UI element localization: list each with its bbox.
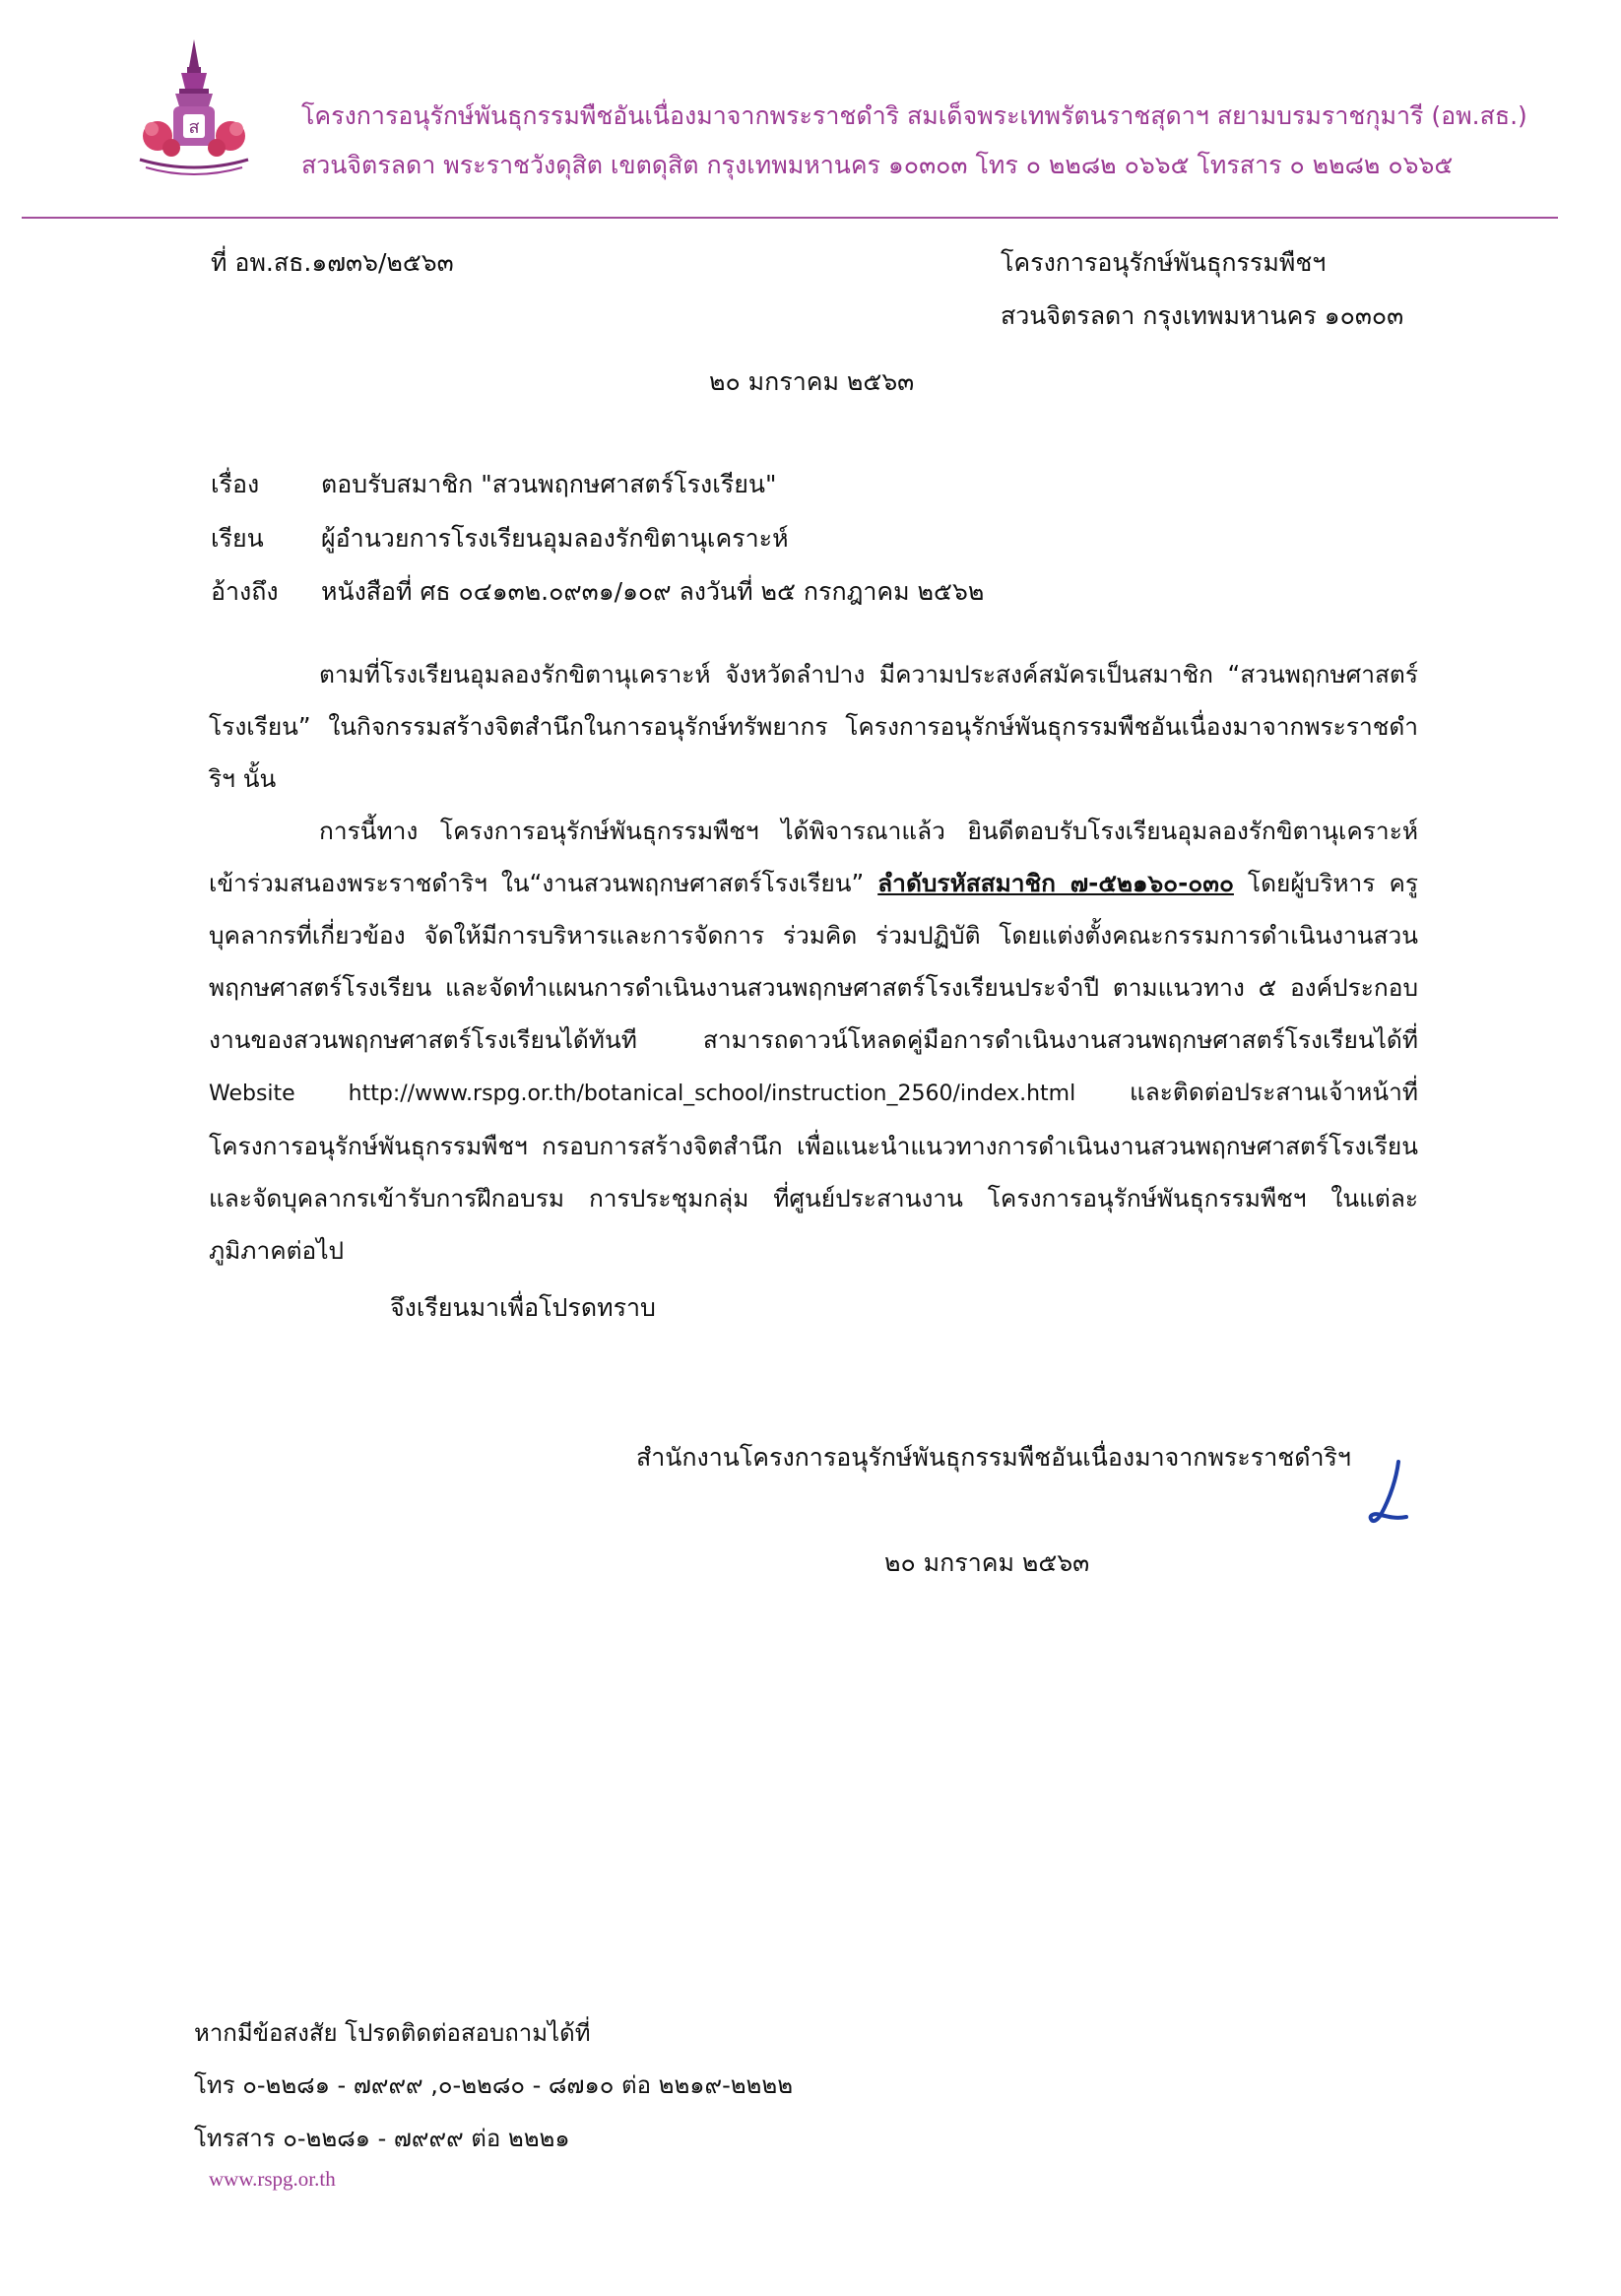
sender-org: โครงการอนุรักษ์พันธุกรรมพืชฯ xyxy=(1001,248,1327,277)
closing-text: จึงเรียนมาเพื่อโปรดทราบ xyxy=(390,1293,656,1322)
signature-icon xyxy=(1351,1458,1412,1537)
inquiry-text: หากมีข้อสงสัย โปรดติดต่อสอบถามได้ที่ xyxy=(194,2019,591,2047)
signing-office: สำนักงานโครงการอนุรักษ์พันธุกรรมพืชอันเนื่องมาจากพระราชดำริฯ xyxy=(636,1443,1351,1472)
body-paragraph-2-part-a: การนี้ทาง โครงการอนุรักษ์พันธุกรรมพืชฯ ได้พิจารณาแล้ว ยินดีตอบรับโรงเรียนอุมลองรักขิตานุเคราะห์ เข้าร่วมสนองพระราชดำริฯ ใน“งานสวนพฤกษศาสตร์โรงเรียน” xyxy=(209,817,1418,897)
recipient-label: เรียน xyxy=(211,524,264,553)
letterhead-title: โครงการอนุรักษ์พันธุกรรมพืชอันเนื่องมาจากพระราชดำริ สมเด็จพระเทพรัตนราชสุดาฯ สยามบรมราชกุมารี (อพ.สธ.) xyxy=(301,101,1527,130)
contact-phone: โทร ๐-๒๒๘๑ - ๗๙๙๙ ,๐-๒๒๘๐ - ๘๗๑๐ ต่อ ๒๒๑๙-๒๒๒๒ xyxy=(194,2071,794,2099)
letterhead xyxy=(0,0,1621,227)
reference-label: อ้างถึง xyxy=(211,577,279,606)
website-link[interactable]: www.rspg.or.th xyxy=(209,2167,336,2191)
subject-value: ตอบรับสมาชิก "สวนพฤกษศาสตร์โรงเรียน" xyxy=(321,470,777,498)
member-code: ลำดับรหัสสมาชิก ๗-๕๒๑๖๐-๐๓๐ xyxy=(877,869,1234,897)
body-paragraph-2-part-c: และติดต่อประสานเจ้าหน้าที่ โครงการอนุรักษ์พันธุกรรมพืชฯ กรอบการสร้างจิตสำนึก เพื่อแนะนำแนวทางการดำเนินงานสวนพฤกษศาสตร์โรงเรียน และจัดบุคลากรเข้ารับการฝึกอบรม การประชุมกลุ่ม ที่ศูนย์ประสานงาน โครงการอนุรักษ์พันธุกรรมพืชฯ ในแต่ละภูมิภาคต่อไป xyxy=(209,1078,1418,1265)
signing-date: ๒๐ มกราคม ๒๕๖๓ xyxy=(884,1548,1090,1577)
royal-crest-icon xyxy=(132,37,256,177)
svg-text:ส: ส xyxy=(188,117,200,138)
subject-label: เรื่อง xyxy=(211,470,260,498)
body-paragraph-2 xyxy=(209,805,1418,1277)
letterhead-divider xyxy=(22,217,1558,219)
body-paragraph-1: ตามที่โรงเรียนอุมลองรักขิตานุเคราะห์ จังหวัดลำปาง มีความประสงค์สมัครเป็นสมาชิก “สวนพฤกษศาสตร์โรงเรียน” ในกิจกรรมสร้างจิตสำนึกในการอนุรักษ์ทรัพยากร โครงการอนุรักษ์พันธุกรรมพืชอันเนื่องมาจากพระราชดำริฯ นั้น xyxy=(209,660,1418,793)
sender-address: สวนจิตรลดา กรุงเทพมหานคร ๑๐๓๐๓ xyxy=(1001,301,1404,330)
body-paragraph-2-part-b: โดยผู้บริหาร ครู บุคลากรที่เกี่ยวข้อง จัดให้มีการบริหารและการจัดการ ร่วมคิด ร่วมปฏิบัติ โดยแต่งตั้งคณะกรรมการดำเนินงานสวนพฤกษศาสตร์โรงเรียน และจัดทำแผนการดำเนินงานสวนพฤกษศาสตร์โรงเรียนประจำปี ตามแนวทาง ๕ องค์ประกอบงานของสวนพฤกษศาสตร์โรงเรียนได้ทันที สามารถดาวน์โหลดคู่มือการดำเนินงานสวนพฤกษศาสตร์โรงเรียนได้ที่ xyxy=(209,869,1419,1054)
recipient-value: ผู้อำนวยการโรงเรียนอุมลองรักขิตานุเคราะห์ xyxy=(321,524,789,553)
letter-date: ๒๐ มกราคม ๒๕๖๓ xyxy=(709,367,915,396)
reference-number: ที่ อพ.สธ.๑๗๓๖/๒๕๖๓ xyxy=(211,248,454,277)
reference-value: หนังสือที่ ศธ ๐๔๑๓๒.๐๙๓๑/๑๐๙ ลงวันที่ ๒๕ กรกฎาคม ๒๕๖๒ xyxy=(321,577,985,606)
manual-url: Website http://www.rspg.or.th/botanical_school/instruction_2560/index.html xyxy=(209,1082,1076,1106)
letterhead-address: สวนจิตรลดา พระราชวังดุสิต เขตดุสิต กรุงเทพมหานคร ๑๐๓๐๓ โทร ๐ ๒๒๘๒ ๐๖๖๕ โทรสาร ๐ ๒๒๘๒ ๐๖๖๕ xyxy=(301,151,1454,179)
contact-fax: โทรสาร ๐-๒๒๘๑ - ๗๙๙๙ ต่อ ๒๒๒๑ xyxy=(194,2125,570,2152)
